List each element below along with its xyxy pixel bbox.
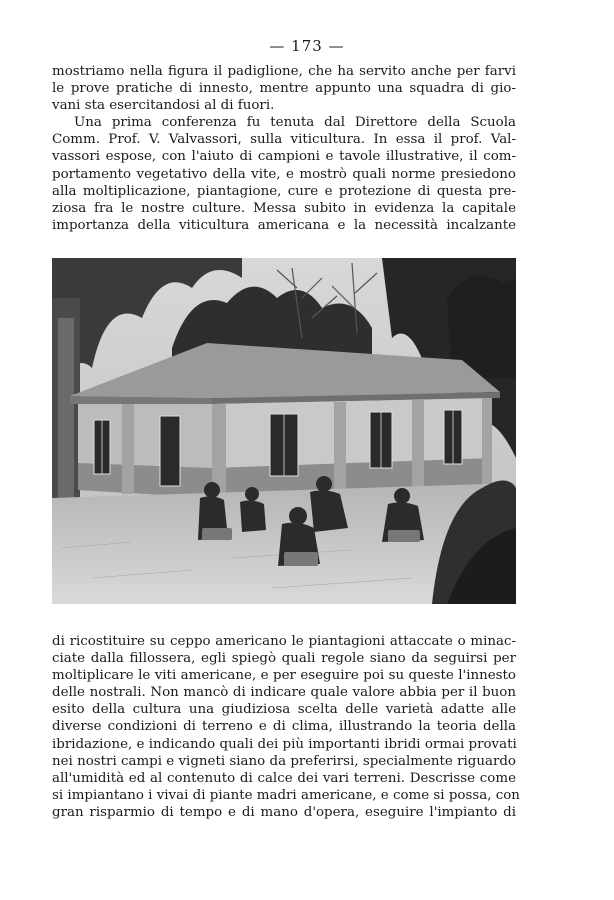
text-line: nei nostri campi e vigneti siano da preferirsi, specialmente riguardo — [52, 753, 516, 769]
bottom-paragraph — [52, 633, 520, 821]
text-line: gran risparmio di tempo e di mano d'opera, eseguire l'impianto di — [52, 804, 516, 820]
text-line: diverse condizioni di terreno e di clima, illustrando la teoria della — [52, 719, 516, 735]
pavilion-photograph — [52, 258, 516, 604]
text-line: ibridazione, e indicando quali dei più importanti ibridi ormai provati — [52, 736, 517, 752]
text-line: vassori espose, con l'aiuto di campioni e tavole illustrative, il com- — [52, 149, 516, 165]
text-line: si impiantano i vivai di piante madri americane, e come si possa, con — [52, 787, 520, 803]
text-line: mostriamo nella figura il padiglione, che ha servito anche per farvi — [52, 64, 516, 79]
text-line: di ricostituire su ceppo americano le piantagioni attaccate o minac- — [52, 634, 516, 649]
text-line: Comm. Prof. V. Valvassori, sulla viticultura. In essa il prof. Val- — [52, 132, 516, 148]
page-number: — 173 — — [269, 37, 345, 55]
text-line: moltiplicare le viti americane, e per eseguire poi su queste l'innesto — [52, 668, 516, 684]
text-line: importanza della viticultura americana e la necessità incalzante — [52, 217, 516, 233]
text-line: le prove pratiche di innesto, mentre appunto una squadra di gio- — [52, 81, 516, 97]
text-line: alla moltiplicazione, piantagione, cure e protezione di questa pre- — [52, 183, 516, 199]
text-line: portamento vegetativo della vite, e mostrò quali norme presiedono — [52, 166, 516, 182]
text-line: vani sta esercitandosi al di fuori. — [52, 98, 275, 114]
text-line: ciate dalla fillossera, egli spiegò quali regole siano da seguirsi per — [52, 651, 516, 667]
top-paragraphs — [52, 63, 516, 234]
text-line: Una prima conferenza fu tenuta dal Direttore della Scuola — [74, 115, 516, 131]
text-line: esito della cultura una giudiziosa scelta delle varietà adatte alle — [52, 702, 516, 718]
text-line: delle nostrali. Non mancò di indicare quale valore abbia per il buon — [52, 685, 516, 701]
text-line: ziosa fra le nostre culture. Messa subito in evidenza la capitale — [52, 200, 516, 216]
text-line: all'umidità ed al contenuto di calce dei vari terreni. Descrisse come — [52, 770, 516, 786]
